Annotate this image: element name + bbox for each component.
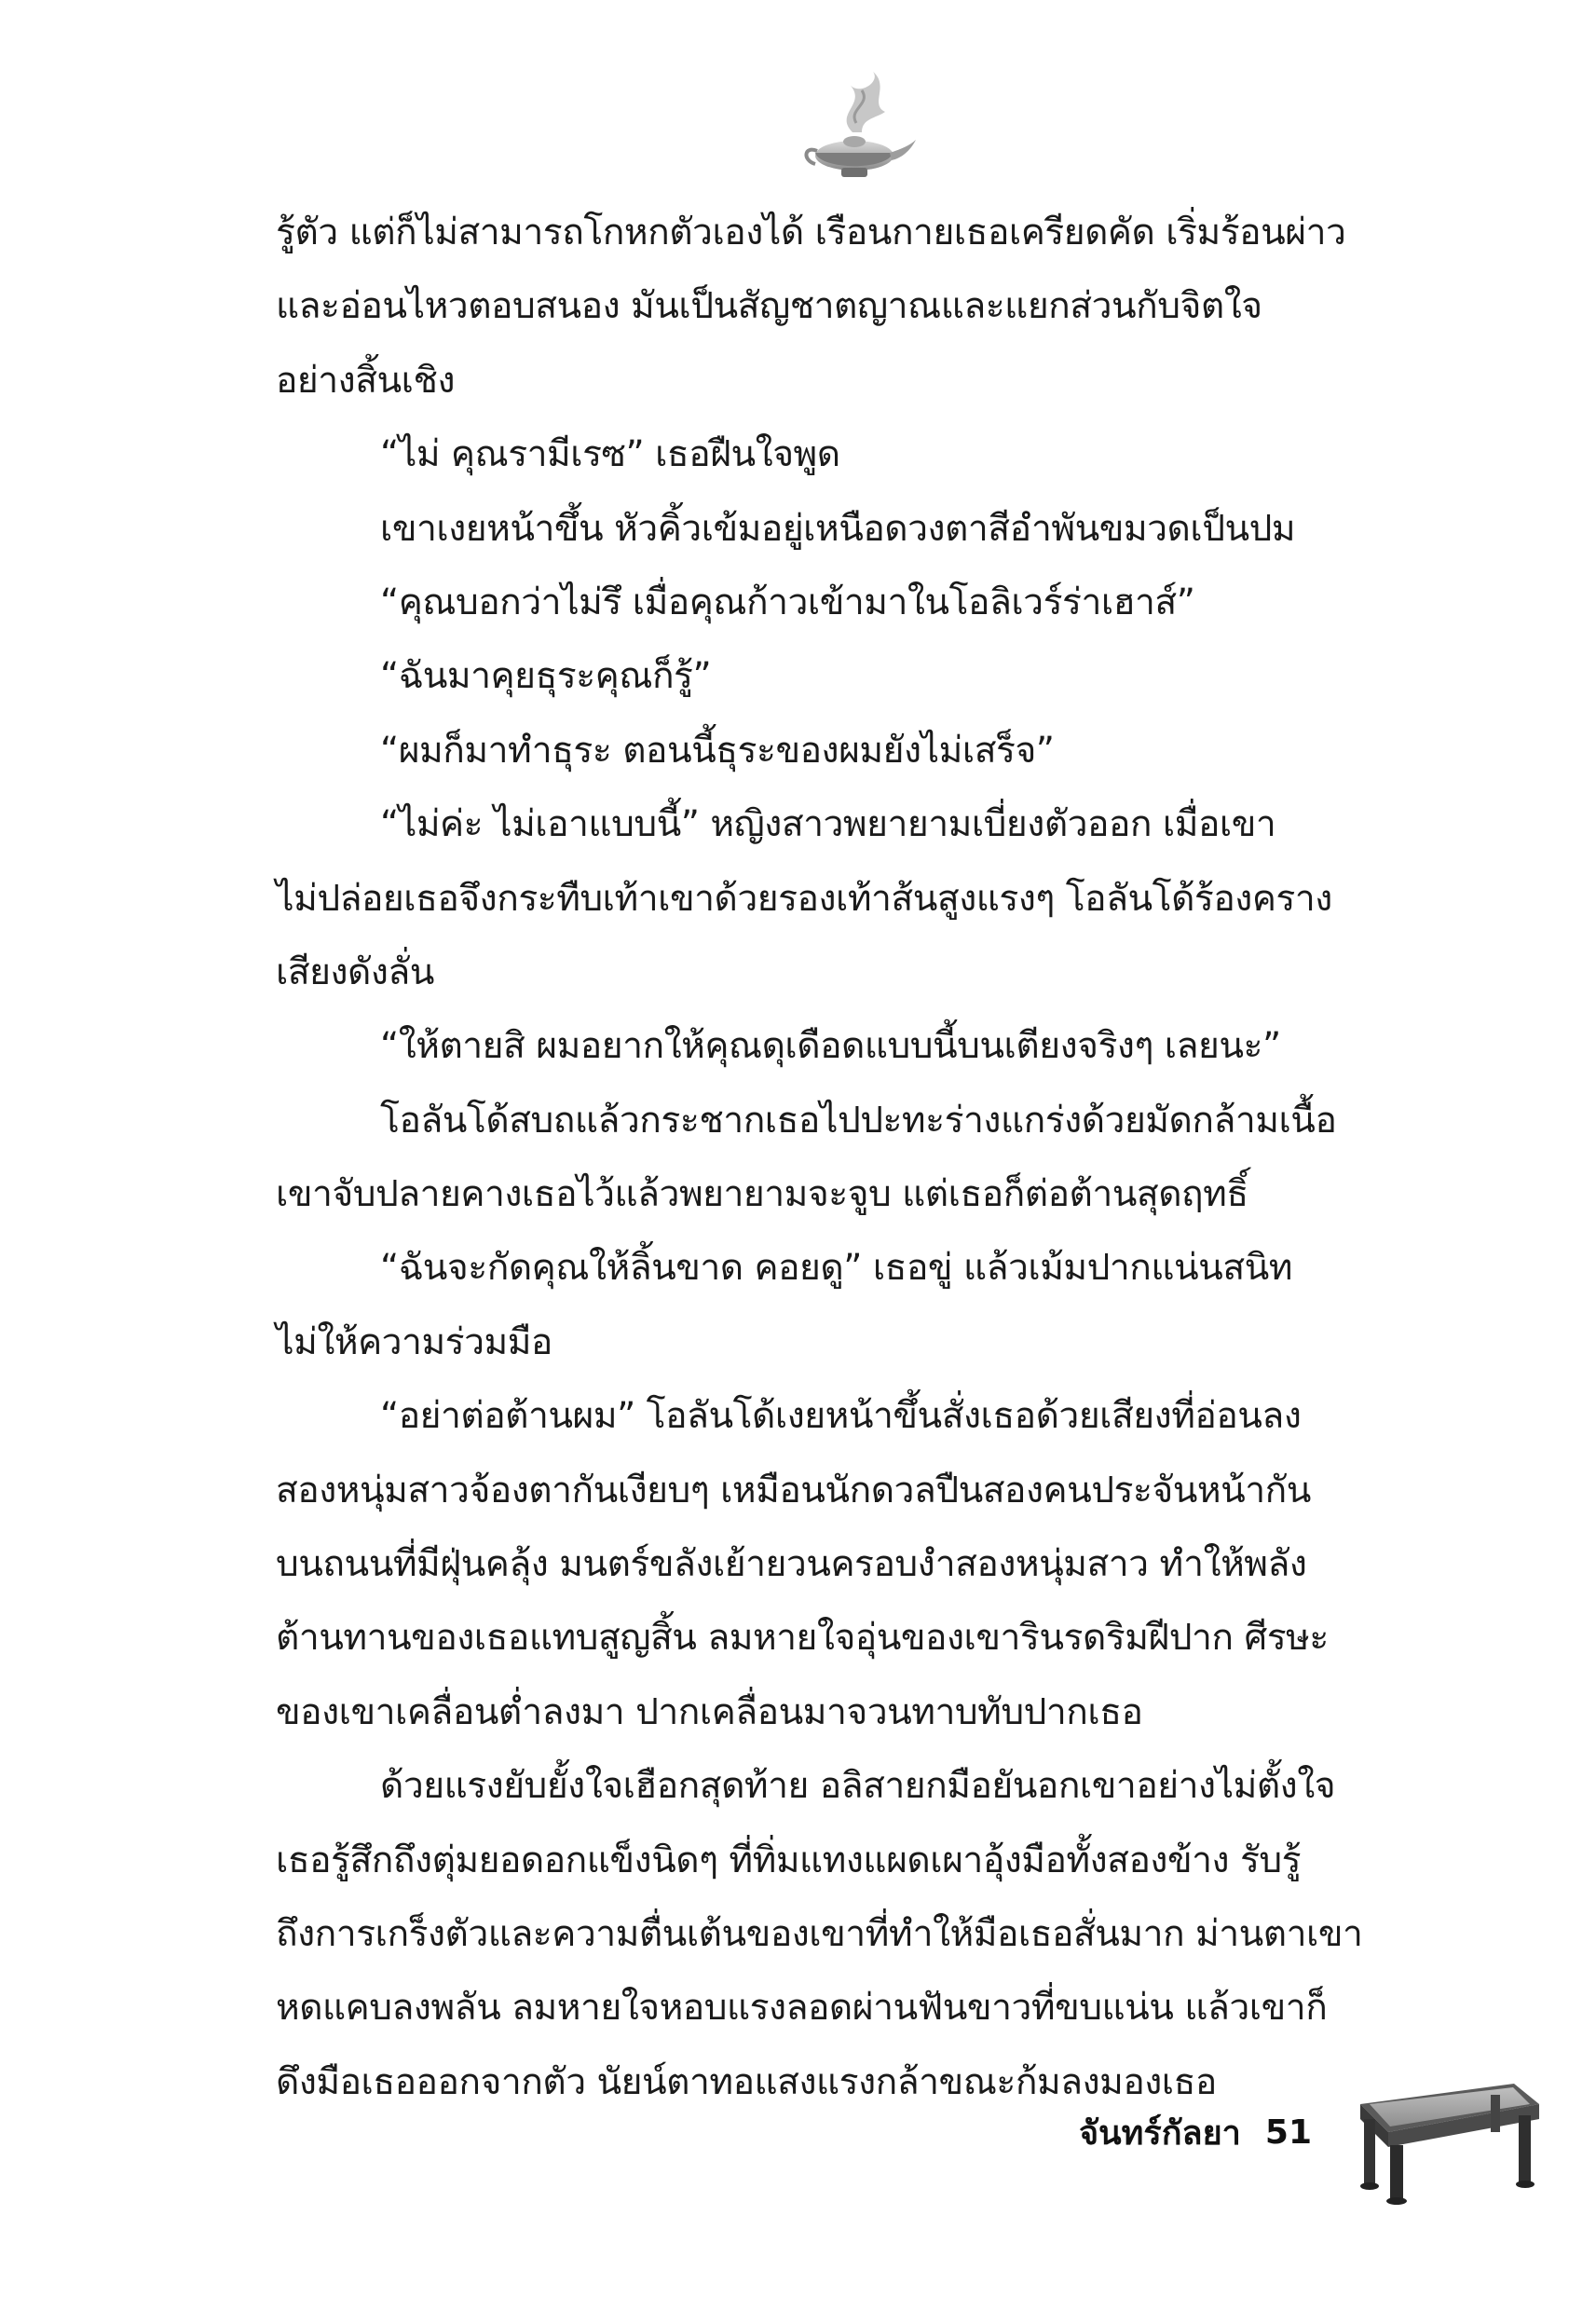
text-line: “คุณบอกว่าไม่รึ เมื่อคุณก้าวเข้ามาในโอลิเวร์ร่าเฮาส์” [380, 581, 1195, 623]
text-line: บนถนนที่มีฝุ่นคลุ้ง มนตร์ขลังเย้ายวนครอบงำสองหนุ่มสาว ทำให้พลัง [276, 1543, 1307, 1586]
text-line: ไม่ให้ความร่วมมือ [276, 1320, 552, 1363]
text-line: และอ่อนไหวตอบสนอง มันเป็นสัญชาตญาณและแยกส่วนกับจิตใจ [276, 285, 1262, 328]
text-line: “ฉันจะกัดคุณให้ลิ้นขาด คอยดู” เธอขู่ แล้วเม้มปากแน่นสนิท [380, 1247, 1293, 1290]
page-number: 51 [1264, 2113, 1312, 2152]
text-line: ของเขาเคลื่อนต่ำลงมา ปากเคลื่อนมาจวนทาบทับปากเธอ [276, 1690, 1143, 1733]
text-line: “ไม่ค่ะ ไม่เอาแบบนี้” หญิงสาวพยายามเบี่ยงตัวออก เมื่อเขา [380, 803, 1276, 846]
body-text [276, 196, 1424, 2119]
page-footer [1079, 2104, 1312, 2160]
text-line: เขาเงยหน้าขึ้น หัวคิ้วเข้มอยู่เหนือดวงตาสีอำพันขมวดเป็นปม [380, 507, 1296, 550]
text-line: ไม่ปล่อยเธอจึงกระทืบเท้าเขาด้วยรองเท้าส้นสูงแรงๆ โอลันโด้ร้องคราง [276, 877, 1332, 920]
text-line: เขาจับปลายคางเธอไว้แล้วพยายามจะจูบ แต่เธอก็ต่อต้านสุดฤทธิ์ [276, 1173, 1248, 1216]
text-line: โอลันโด้สบถแล้วกระชากเธอไปปะทะร่างแกร่งด้วยมัดกล้ามเนื้อ [380, 1099, 1337, 1142]
billiard-table-icon [1342, 2067, 1547, 2207]
text-line: “ผมก็มาทำธุระ ตอนนี้ธุระของผมยังไม่เสร็จ” [380, 729, 1055, 772]
magic-lamp-icon [797, 67, 918, 188]
text-line: เสียงดังลั่น [276, 950, 434, 993]
text-line: “อย่าต่อต้านผม” โอลันโด้เงยหน้าขึ้นสั่งเธอด้วยเสียงที่อ่อนลง [380, 1395, 1302, 1438]
text-line: สองหนุ่มสาวจ้องตากันเงียบๆ เหมือนนักดวลปืนสองคนประจันหน้ากัน [276, 1469, 1311, 1511]
text-line: “ให้ตายสิ ผมอยากให้คุณดุเดือดแบบนี้บนเตียงจริงๆ เลยนะ” [380, 1025, 1281, 1068]
text-line: เธอรู้สึกถึงตุ่มยอดอกแข็งนิดๆ ที่ทิ่มแทงแผดเผาอุ้งมือทั้งสองข้าง รับรู้ [276, 1839, 1302, 1881]
text-line: หดแคบลงพลัน ลมหายใจหอบแรงลอดผ่านฟันขาวที่ขบแน่น แล้วเขาก็ [276, 1987, 1328, 2030]
text-line: ดึงมือเธอออกจากตัว นัยน์ตาทอแสงแรงกล้าขณะก้มลงมองเธอ [276, 2060, 1217, 2103]
text-line: “ไม่ คุณรามีเรซ” เธอฝืนใจพูด [380, 433, 840, 476]
text-line: “ฉันมาคุยธุระคุณก็รู้” [380, 655, 712, 698]
text-line: รู้ตัว แต่ก็ไม่สามารถโกหกตัวเองได้ เรือนกายเธอเครียดคัด เริ่มร้อนผ่าว [276, 212, 1346, 253]
text-line: ต้านทานของเธอแทบสูญสิ้น ลมหายใจอุ่นของเขารินรดริมฝีปาก ศีรษะ [276, 1617, 1329, 1660]
book-title: จันทร์กัลยา [1078, 2113, 1241, 2153]
text-line: ด้วยแรงยับยั้งใจเฮือกสุดท้าย อลิสายกมือยันอกเขาอย่างไม่ตั้งใจ [380, 1765, 1336, 1808]
text-line: อย่างสิ้นเชิง [276, 359, 456, 402]
text-line: ถึงการเกร็งตัวและความตื่นเต้นของเขาที่ทำให้มือเธอสั่นมาก ม่านตาเขา [276, 1912, 1363, 1955]
